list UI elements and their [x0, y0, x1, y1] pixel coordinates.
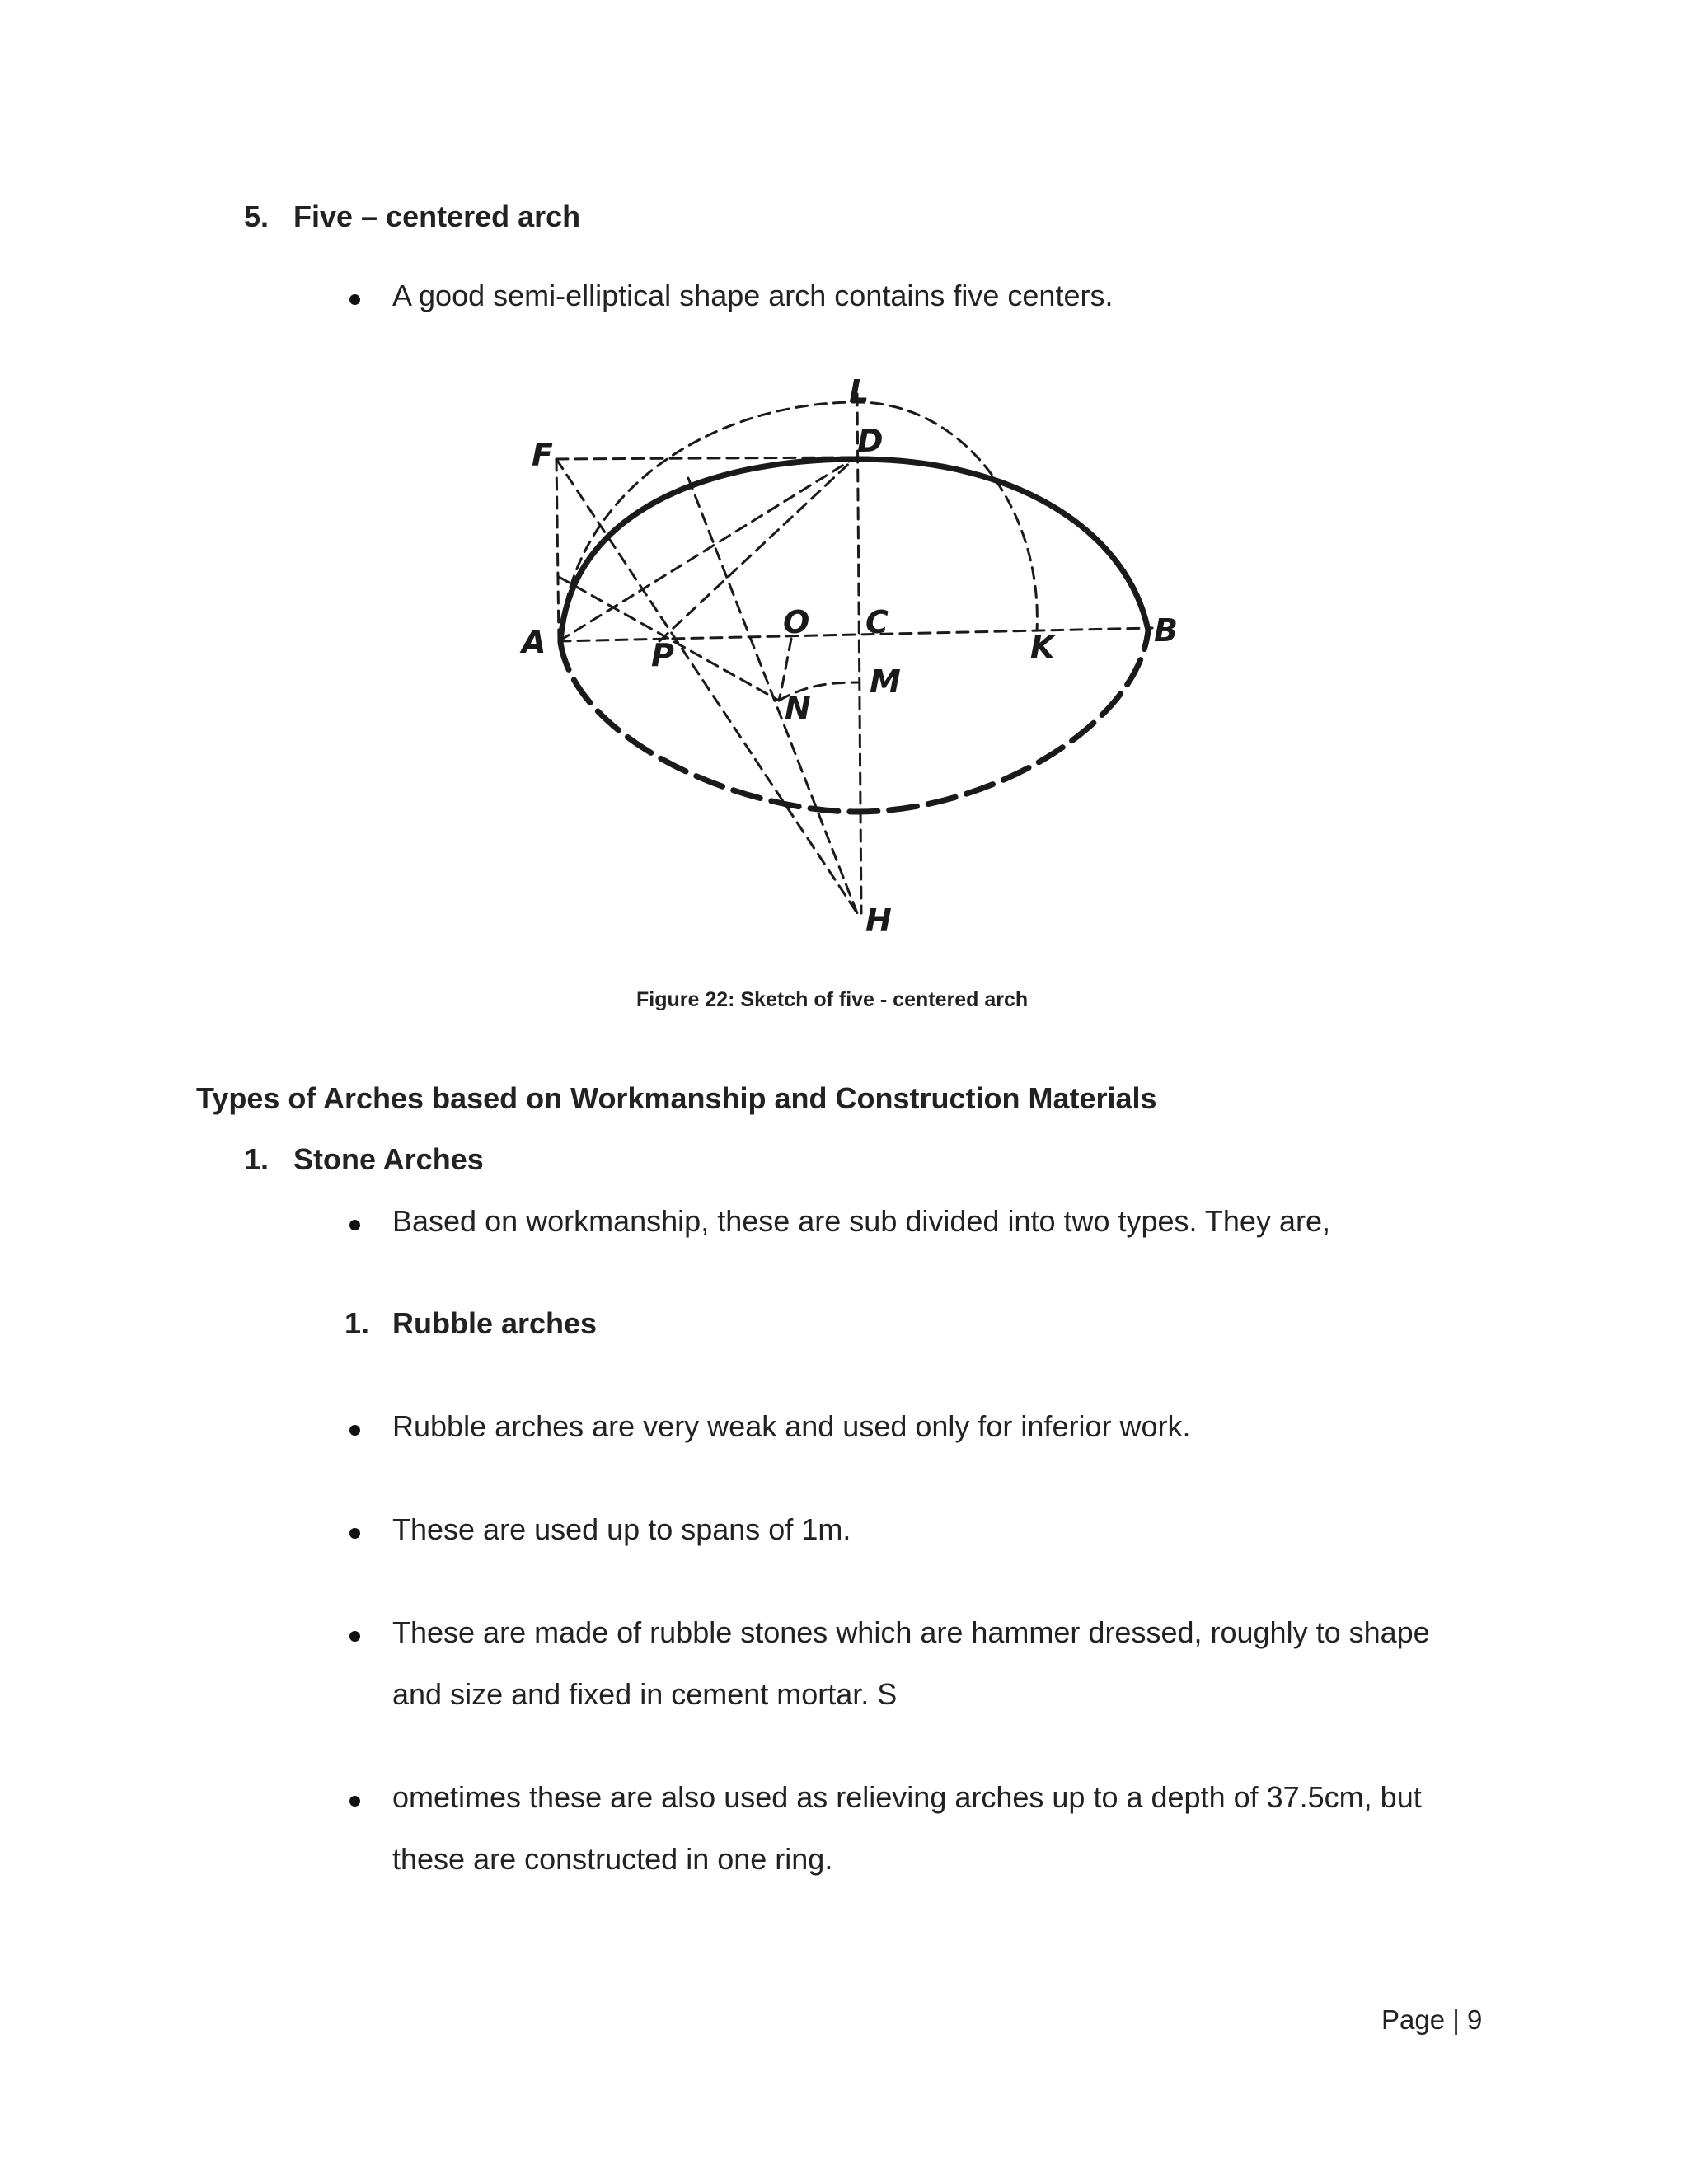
arch-intrados-curve: [560, 459, 1148, 643]
subheading-title: Rubble arches: [392, 1306, 598, 1340]
bullet-icon: [349, 294, 360, 305]
figure-caption: Figure 22: Sketch of five - centered arch: [636, 988, 1029, 1011]
heading-number: 1.: [244, 1142, 270, 1176]
ellipse-lower-dashed: [560, 630, 1148, 812]
bullet-icon: [349, 1220, 360, 1230]
bullet-icon: [349, 1631, 360, 1642]
heading-title: Five – centered arch: [293, 199, 581, 233]
label-p: P: [651, 637, 674, 673]
label-h: H: [865, 902, 892, 939]
five-centered-arch-figure: [495, 363, 1203, 948]
bullet-text-continued: and size and fixed in cement mortar. S: [392, 1677, 898, 1711]
bullet-text: These are made of rubble stones which are hammer dressed, roughly to shape: [392, 1615, 1430, 1649]
label-l: L: [849, 373, 870, 410]
section-title: Types of Arches based on Workmanship and Construction Materials: [196, 1081, 1157, 1115]
label-c: C: [865, 604, 889, 640]
label-b: B: [1154, 612, 1178, 649]
label-a: A: [522, 624, 546, 660]
label-m: M: [870, 663, 901, 700]
bullet-text: Based on workmanship, these are sub divided into two types. They are,: [392, 1204, 1330, 1238]
subheading-number: 1.: [345, 1306, 370, 1340]
label-d: D: [857, 423, 884, 459]
bullet-text: A good semi-elliptical shape arch contains five centers.: [392, 279, 1114, 312]
bullet-icon: [349, 1796, 360, 1807]
heading-number: 5.: [244, 199, 270, 233]
bullet-text: ometimes these are also used as relieving arches up to a depth of 37.5cm, but: [392, 1780, 1422, 1814]
end-line: [556, 459, 559, 641]
heading-title: Stone Arches: [293, 1142, 484, 1176]
diagonal-line: [559, 457, 856, 641]
label-o: O: [783, 604, 810, 640]
bullet-text: These are used up to spans of 1m.: [392, 1512, 851, 1546]
bullet-text-continued: these are constructed in one ring.: [392, 1842, 833, 1876]
bullet-icon: [349, 1528, 360, 1539]
label-f: F: [532, 437, 553, 473]
label-k: K: [1030, 629, 1055, 665]
span-line: [559, 628, 1152, 641]
label-n: N: [785, 690, 811, 726]
page-number: Page | 9: [1381, 2004, 1483, 2035]
bullet-text: Rubble arches are very weak and used only for inferior work.: [392, 1409, 1191, 1443]
bullet-icon: [349, 1425, 360, 1436]
crown-axis-line: [857, 394, 861, 913]
radius-line-fh: [556, 459, 857, 913]
rise-line: [556, 457, 856, 459]
